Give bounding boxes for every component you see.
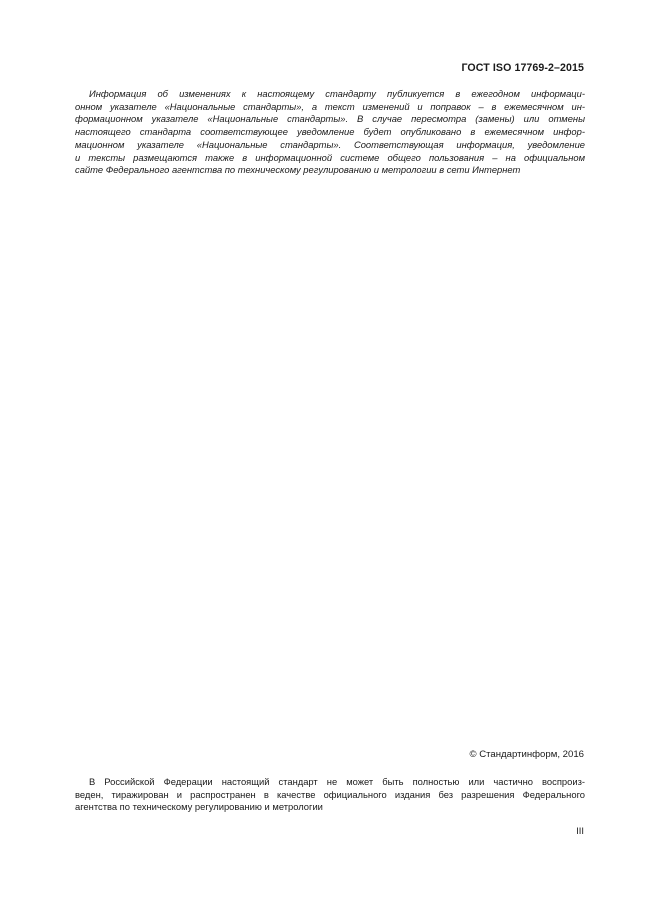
notice-line: настоящего стандарта соответствующее уведомление будет опубликовано в ежемесячном инфор-: [75, 126, 585, 138]
rights-line: агентства по техническому регулированию и метрологии: [75, 801, 323, 813]
standard-code-header: ГОСТ ISO 17769-2–2015: [461, 62, 584, 74]
notice-line: мационном указателе «Национальные стандарты». Соответствующая информация, уведомление: [75, 138, 585, 150]
copyright-notice: © Стандартинформ, 2016: [469, 749, 584, 760]
reproduction-rights-notice: [75, 776, 585, 814]
rights-line: В Российской Федерации настоящий стандарт не может быть полностью или частично воспроиз-: [89, 776, 585, 787]
notice-line: формационном указателе «Национальные стандарты». В случае пересмотра (замены) или отмены: [75, 113, 585, 125]
rights-line: веден, тиражирован и распространен в качестве официального издания без разрешения Федерального: [75, 788, 585, 800]
amendment-notice: [75, 88, 585, 177]
notice-line: онном указателе «Национальные стандарты», а текст изменений и поправок – в ежемесячном ин-: [75, 100, 585, 112]
notice-line: Информация об изменениях к настоящему стандарту публикуется в ежегодном информаци-: [89, 88, 585, 99]
page-number: III: [576, 825, 584, 836]
notice-line: и тексты размещаются также в информационной системе общего пользования – на официальном: [75, 151, 585, 163]
notice-line: сайте Федерального агентства по техническому регулированию и метрологии в сети Интернет: [75, 164, 521, 176]
